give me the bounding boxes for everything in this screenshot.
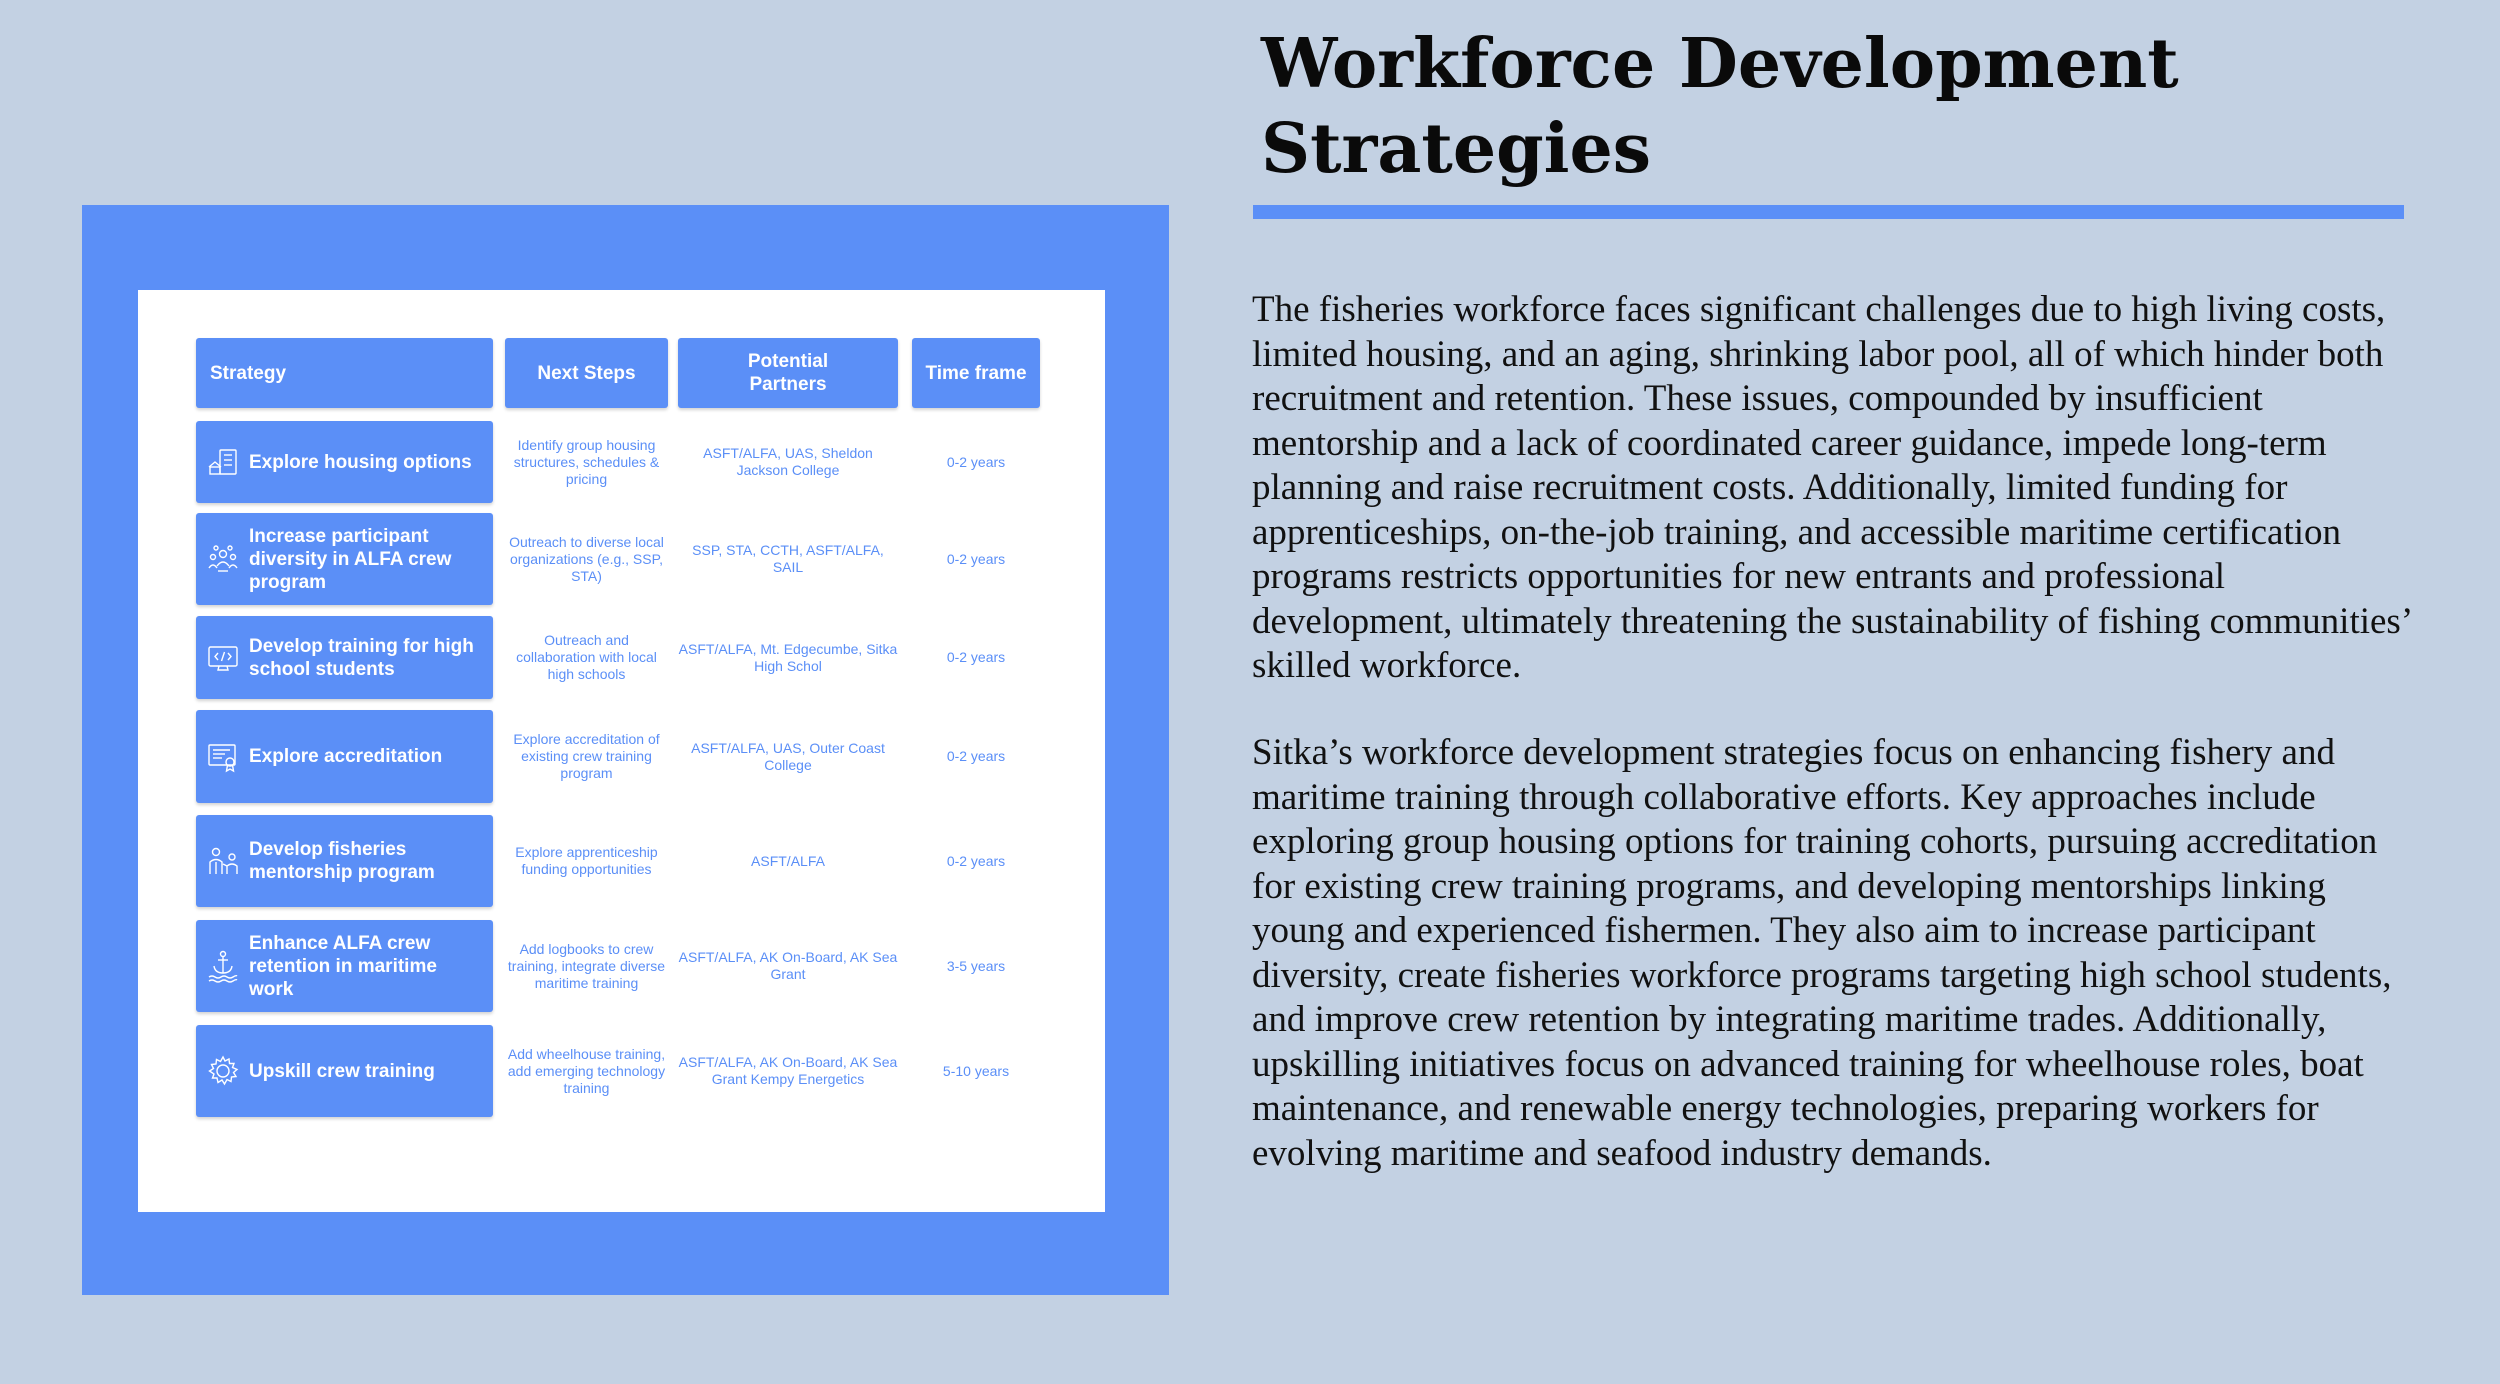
strategy-cell [196,513,493,605]
page-title: Workforce Development Strategies [1261,24,2179,189]
table-panel [82,205,1169,1295]
header-next-steps: Next Steps [505,338,668,408]
time-frame-cell: 3-5 years [946,957,1006,974]
strategy-label: Explore housing options [249,451,472,473]
partners-cell: ASFT/ALFA [751,852,825,869]
strategy-cell [196,616,493,699]
gear-icon [206,1054,240,1088]
partners-cell: ASFT/ALFA, UAS, Outer Coast College [691,739,885,773]
table-row [138,513,1105,605]
strategy-cell [196,1025,493,1117]
partners-cell: SSP, STA, CCTH, ASFT/ALFA, SAIL [692,542,884,575]
strategy-label: Upskill crew training [249,1060,435,1082]
next-steps-cell: Outreach and collaboration with local high schools [516,632,657,682]
partners-cell: ASFT/ALFA, AK On-Board, AK Sea Grant [678,949,898,982]
next-steps-cell: Outreach to diverse local organizations (e.g., SSP, STA) [509,533,664,584]
strategy-paragraph: Sitka’s workforce development strategies focus on enhancing fishery and maritime training through collaborative efforts. Key approaches include exploring group housing options for training cohorts, pursuing accreditation for existing crew training programs, and developing mentorships linking young and experienced fishermen. They also aim to increase participant diversity, create fisheries workforce programs targeting high school students, and improve crew retention by integrating maritime trades. Additionally, upskilling initiatives focus on advanced training for wheelhouse roles, boat maintenance, and renewable energy technologies, preparing workers for evolving maritime and seafood industry demands. [1252,732,2392,1174]
strategy-table [138,290,1105,1212]
time-frame-cell: 0-2 years [946,852,1006,869]
table-row [138,710,1105,803]
next-steps-cell: Add wheelhouse training, add emerging technology training [507,1045,666,1096]
certificate-icon [206,740,240,774]
code-screen-icon [206,641,240,675]
table-row [138,920,1105,1012]
next-steps-cell: Explore apprenticeship funding opportunities [515,844,658,877]
time-frame-cell: 5-10 years [942,1062,1010,1079]
strategy-label: Develop fisheries mentorship program [249,839,435,883]
table-row [138,1025,1105,1117]
intro-paragraph: The fisheries workforce faces significant challenges due to high living costs, limited housing, and an aging, shrinking labor pool, all of which hinder both recruitment and retention. These issues, compounded by insufficient mentorship and a lack of coordinated career guidance, impede long-term planning and raise recruitment costs. Additionally, limited funding for apprenticeships, on-the-job training, and accessible maritime certification programs restricts opportunities for new entrants and professional development, ultimately threatening the sustainability of fishing communities’ skilled workforce. [1252,289,2411,686]
header-partners: Potential Partners [678,338,898,408]
partners-cell: ASFT/ALFA, AK On-Board, AK Sea Grant Kempy Energetics [678,1054,898,1087]
strategy-cell [196,421,493,503]
time-frame-cell: 0-2 years [946,453,1006,470]
strategy-label: Increase participant diversity in ALFA crew program [249,525,452,593]
title-underline [1253,205,2404,219]
next-steps-cell: Identify group housing structures, schedules & pricing [513,436,660,487]
table-row [138,421,1105,503]
table-row [138,815,1105,907]
housing-icon [206,445,240,479]
diversity-icon [206,542,240,576]
partners-cell: ASFT/ALFA, UAS, Sheldon Jackson College [703,445,873,478]
header-time-frame: Time frame [912,338,1040,408]
strategy-cell [196,920,493,1012]
strategy-cell [196,710,493,803]
time-frame-cell: 0-2 years [946,550,1006,567]
strategy-label: Enhance ALFA crew retention in maritime work [249,932,437,1000]
next-steps-cell: Add logbooks to crew training, integrate diverse maritime training [507,940,666,991]
partners-cell: ASFT/ALFA, Mt. Edgecumbe, Sitka High Schol [678,640,898,674]
time-frame-cell: 0-2 years [946,649,1006,665]
anchor-icon [206,949,240,983]
table-row [138,616,1105,699]
strategy-label: Develop training for high school students [249,635,474,680]
strategy-label: Explore accreditation [249,746,443,767]
next-steps-cell: Explore accreditation of existing crew training program [513,731,660,781]
mentorship-icon [206,844,240,878]
time-frame-cell: 0-2 years [946,748,1006,764]
header-strategy: Strategy [196,338,493,408]
strategy-cell [196,815,493,907]
